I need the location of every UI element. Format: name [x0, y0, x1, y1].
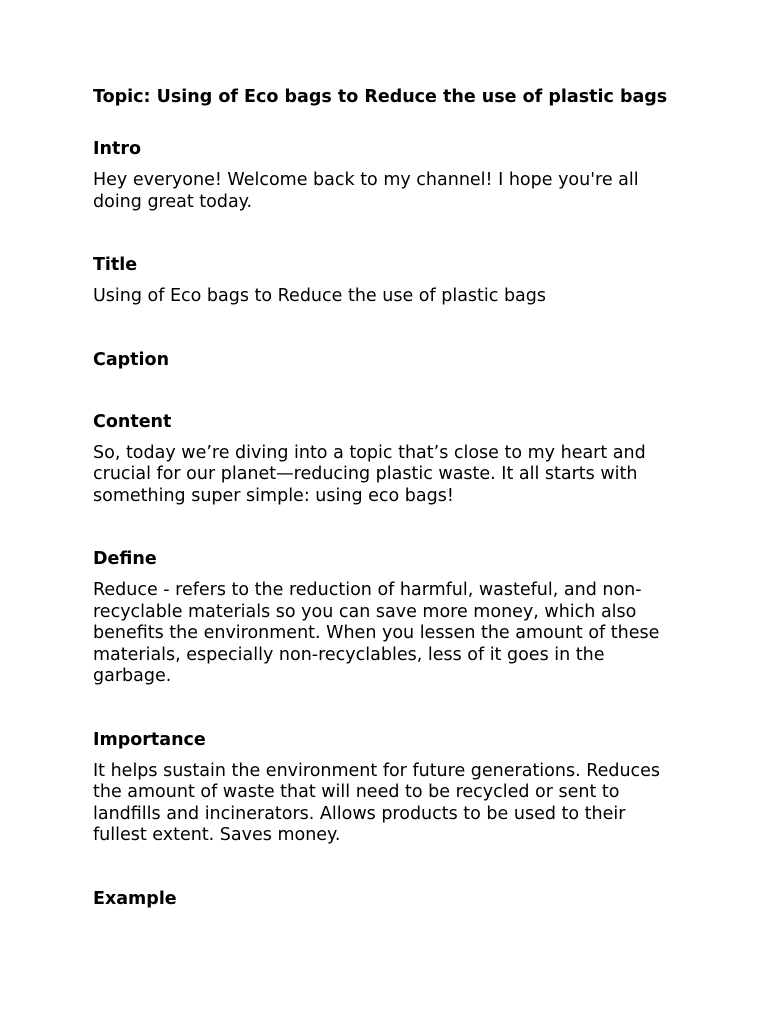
- section-intro: [93, 138, 683, 254]
- section-spacer: [93, 308, 683, 349]
- section-define: [93, 548, 683, 729]
- section-heading-intro: Intro: [93, 139, 141, 159]
- section-heading-importance: Importance: [93, 729, 206, 750]
- section-content: [93, 411, 683, 549]
- section-body-importance: It helps sustain the environment for future generations. Reduces the amount of waste that will need to be recycled or sent to landfills and incinerators. Allows products to be used to their fullest extent. Saves money.: [93, 760, 661, 845]
- section-heading-caption: Caption: [93, 349, 170, 370]
- section-spacer: [93, 507, 683, 548]
- section-importance: [93, 729, 683, 888]
- section-heading-example: Example: [93, 888, 177, 909]
- section-heading-title: Title: [93, 255, 138, 275]
- section-body-title: Using of Eco bags to Reduce the use of plastic bags: [93, 286, 547, 306]
- section-spacer: [93, 213, 683, 254]
- section-body-content: So, today we’re diving into a topic that’s close to my heart and crucial for our planet—reducing plastic waste. It all starts with something super simple: using eco bags!: [93, 442, 646, 506]
- document-title: Topic: Using of Eco bags to Reduce the use of plastic bags: [93, 87, 668, 107]
- section-heading-define: Define: [93, 549, 157, 569]
- section-spacer: [93, 688, 683, 729]
- section-title: [93, 254, 683, 349]
- section-body-intro: Hey everyone! Welcome back to my channel! I hope you're all doing great today.: [93, 170, 639, 212]
- section-body-define: Reduce - refers to the reduction of harmful, wasteful, and non-recyclable materials so you can save more money, which also benefits the environment. When you lessen the amount of these materials, especially non-recyclables, less of it goes in the garbage.: [93, 580, 660, 686]
- section-spacer: [93, 371, 683, 411]
- section-caption: [93, 349, 683, 411]
- section-example: [93, 888, 683, 910]
- document-page: [93, 86, 683, 910]
- section-heading-content: Content: [93, 411, 172, 432]
- section-spacer: [93, 847, 683, 888]
